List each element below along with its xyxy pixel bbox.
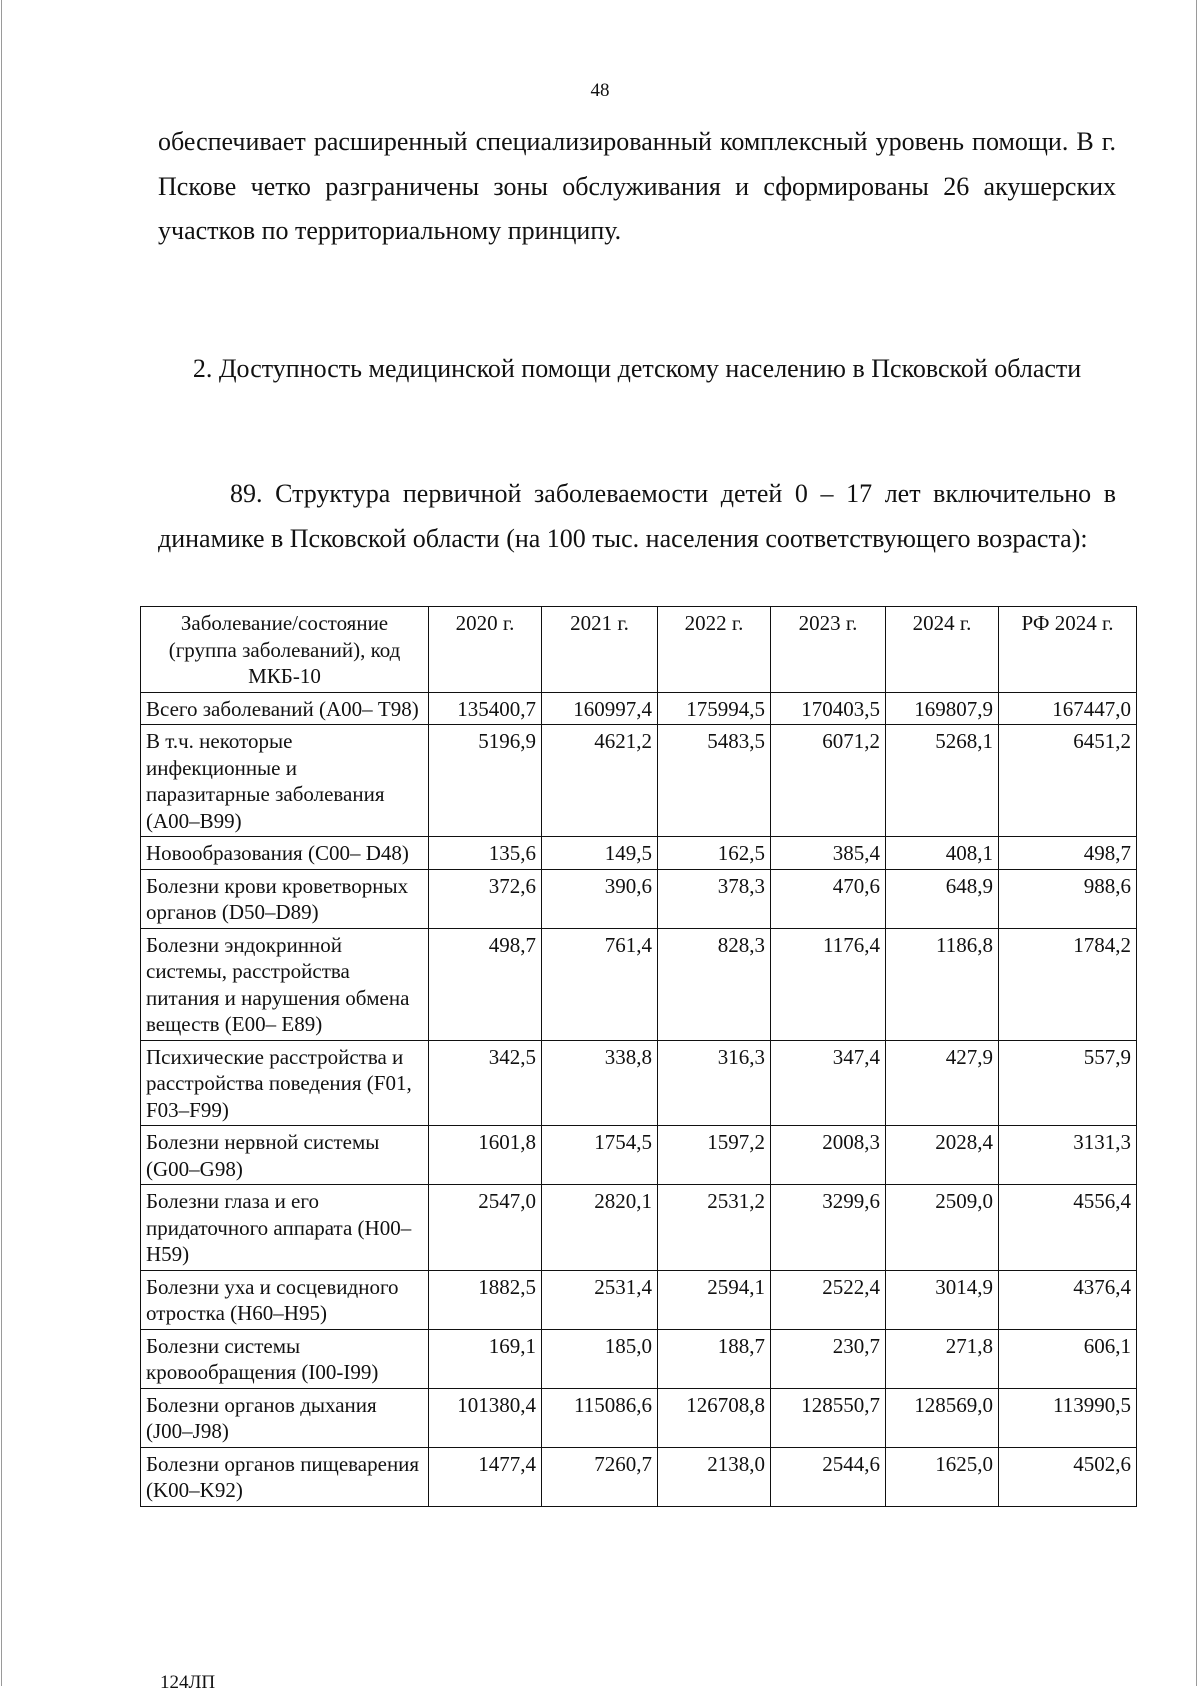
page-number: 48 (590, 80, 610, 101)
header-cell: 2022 г. (658, 607, 771, 693)
value-cell: 1625,0 (886, 1447, 999, 1506)
value-cell: 378,3 (658, 869, 771, 928)
value-cell: 5483,5 (658, 725, 771, 837)
value-cell: 1754,5 (542, 1126, 658, 1185)
value-cell: 557,9 (999, 1040, 1137, 1126)
table-row (141, 869, 1137, 928)
table-row (141, 1126, 1137, 1185)
table-row (141, 1447, 1137, 1506)
value-cell: 5268,1 (886, 725, 999, 837)
disease-name-cell: Болезни органов дыхания (J00–J98) (141, 1388, 429, 1447)
value-cell: 126708,8 (658, 1388, 771, 1447)
disease-name-cell: В т.ч. некоторые инфекционные и паразитарные заболевания (А00–В99) (141, 725, 429, 837)
value-cell: 1597,2 (658, 1126, 771, 1185)
value-cell: 135400,7 (429, 692, 542, 725)
value-cell: 6451,2 (999, 725, 1137, 837)
value-cell: 160997,4 (542, 692, 658, 725)
value-cell: 5196,9 (429, 725, 542, 837)
value-cell: 761,4 (542, 928, 658, 1040)
value-cell: 2531,2 (658, 1185, 771, 1271)
value-cell: 4502,6 (999, 1447, 1137, 1506)
value-cell: 115086,6 (542, 1388, 658, 1447)
value-cell: 1882,5 (429, 1270, 542, 1329)
disease-name-cell: Болезни органов пищеварения (K00–K92) (141, 1447, 429, 1506)
page-left-edge (1, 0, 2, 1686)
table-header-row (141, 607, 1137, 693)
value-cell: 271,8 (886, 1329, 999, 1388)
value-cell: 169,1 (429, 1329, 542, 1388)
value-cell: 2008,3 (771, 1126, 886, 1185)
value-cell: 1176,4 (771, 928, 886, 1040)
table-row (141, 1329, 1137, 1388)
table-row (141, 1040, 1137, 1126)
value-cell: 2531,4 (542, 1270, 658, 1329)
value-cell: 342,5 (429, 1040, 542, 1126)
disease-name-cell: Болезни уха и сосцевидного отростка (Н60–Н95) (141, 1270, 429, 1329)
value-cell: 1477,4 (429, 1447, 542, 1506)
value-cell: 149,5 (542, 837, 658, 870)
value-cell: 606,1 (999, 1329, 1137, 1388)
value-cell: 2547,0 (429, 1185, 542, 1271)
value-cell: 648,9 (886, 869, 999, 928)
value-cell: 167447,0 (999, 692, 1137, 725)
value-cell: 4621,2 (542, 725, 658, 837)
value-cell: 498,7 (429, 928, 542, 1040)
disease-name-cell: Новообразования (С00– D48) (141, 837, 429, 870)
paragraph-table-caption: 89. Структура первичной заболеваемости детей 0 – 17 лет включительно в динамике в Псковской области (на 100 тыс. населения соответствующего возраста): (158, 479, 1116, 553)
table-row (141, 1270, 1137, 1329)
header-cell: Заболевание/состояние (группа заболеваний), код МКБ-10 (141, 607, 429, 693)
table-row (141, 837, 1137, 870)
value-cell: 7260,7 (542, 1447, 658, 1506)
value-cell: 2138,0 (658, 1447, 771, 1506)
value-cell: 4376,4 (999, 1270, 1137, 1329)
value-cell: 2028,4 (886, 1126, 999, 1185)
value-cell: 3299,6 (771, 1185, 886, 1271)
disease-name-cell: Всего заболеваний (А00– Т98) (141, 692, 429, 725)
value-cell: 390,6 (542, 869, 658, 928)
header-cell: 2020 г. (429, 607, 542, 693)
value-cell: 2522,4 (771, 1270, 886, 1329)
paragraph-intro: обеспечивает расширенный специализированный комплексный уровень помощи. В г. Пскове четко разграничены зоны обслуживания и сформированы 26 акушерских участков по территориальному принципу. (158, 127, 1116, 245)
table-row (141, 928, 1137, 1040)
table-body (141, 692, 1137, 1506)
value-cell: 828,3 (658, 928, 771, 1040)
value-cell: 1186,8 (886, 928, 999, 1040)
value-cell: 372,6 (429, 869, 542, 928)
value-cell: 338,8 (542, 1040, 658, 1126)
value-cell: 113990,5 (999, 1388, 1137, 1447)
morbidity-table (140, 606, 1137, 1507)
value-cell: 408,1 (886, 837, 999, 870)
value-cell: 135,6 (429, 837, 542, 870)
value-cell: 128550,7 (771, 1388, 886, 1447)
value-cell: 2509,0 (886, 1185, 999, 1271)
value-cell: 470,6 (771, 869, 886, 928)
value-cell: 169807,9 (886, 692, 999, 725)
table-row (141, 725, 1137, 837)
page-right-edge (1196, 0, 1197, 1686)
disease-name-cell: Психические расстройства и расстройства поведения (F01, F03–F99) (141, 1040, 429, 1126)
value-cell: 162,5 (658, 837, 771, 870)
table-row (141, 1388, 1137, 1447)
section-heading: 2. Доступность медицинской помощи детскому населению в Псковской области (192, 354, 1082, 383)
value-cell: 347,4 (771, 1040, 886, 1126)
value-cell: 385,4 (771, 837, 886, 870)
value-cell: 316,3 (658, 1040, 771, 1126)
value-cell: 101380,4 (429, 1388, 542, 1447)
value-cell: 427,9 (886, 1040, 999, 1126)
header-cell: РФ 2024 г. (999, 607, 1137, 693)
disease-name-cell: Болезни нервной системы (G00–G98) (141, 1126, 429, 1185)
value-cell: 988,6 (999, 869, 1137, 928)
table-row (141, 1185, 1137, 1271)
value-cell: 2544,6 (771, 1447, 886, 1506)
value-cell: 6071,2 (771, 725, 886, 837)
value-cell: 188,7 (658, 1329, 771, 1388)
value-cell: 498,7 (999, 837, 1137, 870)
value-cell: 2594,1 (658, 1270, 771, 1329)
disease-name-cell: Болезни эндокринной системы, расстройства питания и нарушения обмена веществ (Е00– Е89) (141, 928, 429, 1040)
value-cell: 1601,8 (429, 1126, 542, 1185)
value-cell: 170403,5 (771, 692, 886, 725)
value-cell: 3014,9 (886, 1270, 999, 1329)
footer-document-code: 124ЛП (160, 1672, 216, 1693)
value-cell: 185,0 (542, 1329, 658, 1388)
header-cell: 2024 г. (886, 607, 999, 693)
value-cell: 3131,3 (999, 1126, 1137, 1185)
disease-name-cell: Болезни глаза и его придаточного аппарата (Н00–Н59) (141, 1185, 429, 1271)
disease-name-cell: Болезни системы кровообращения (I00-I99) (141, 1329, 429, 1388)
table-row (141, 692, 1137, 725)
value-cell: 2820,1 (542, 1185, 658, 1271)
value-cell: 175994,5 (658, 692, 771, 725)
header-cell: 2023 г. (771, 607, 886, 693)
disease-name-cell: Болезни крови кроветворных органов (D50–D89) (141, 869, 429, 928)
value-cell: 230,7 (771, 1329, 886, 1388)
value-cell: 128569,0 (886, 1388, 999, 1447)
value-cell: 1784,2 (999, 928, 1137, 1040)
header-cell: 2021 г. (542, 607, 658, 693)
value-cell: 4556,4 (999, 1185, 1137, 1271)
